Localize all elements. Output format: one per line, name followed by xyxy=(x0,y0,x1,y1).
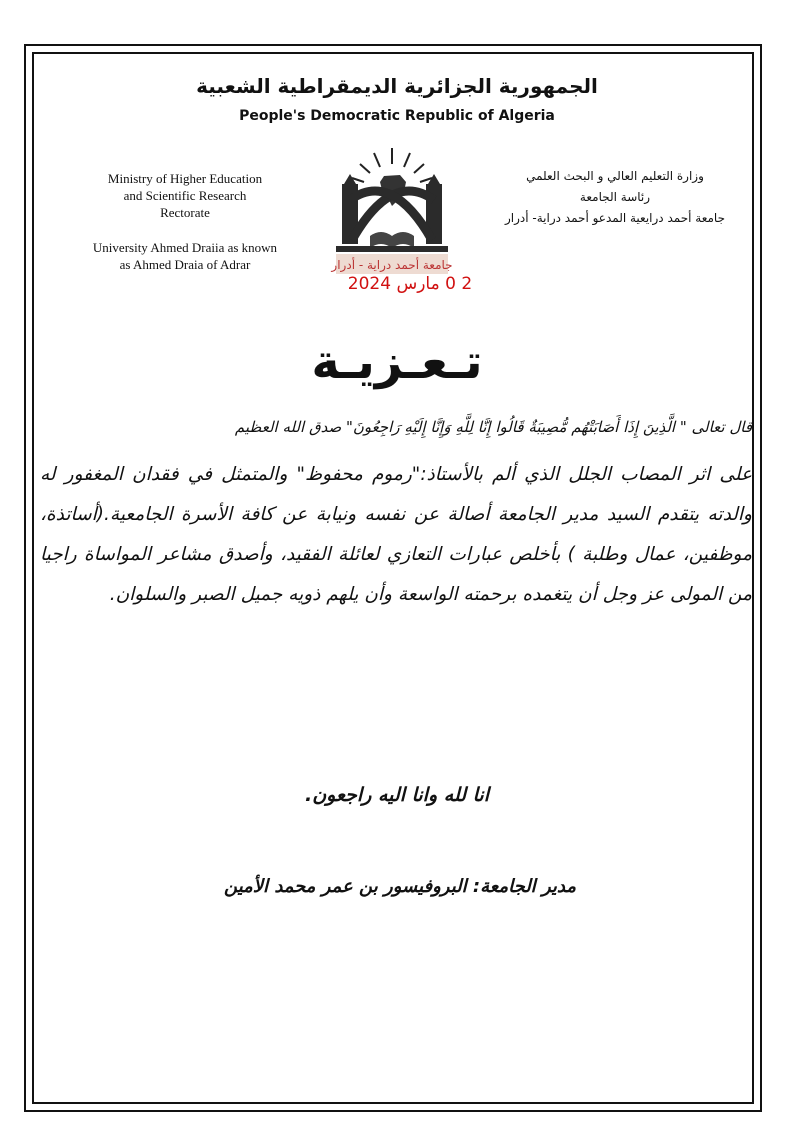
quran-verse: قال تعالى " الَّذِينَ إِذَا أَصَابَتْهُم مُّصِيبَةٌ قَالُوا إِنَّا لِلَّهِ وَإِنَّا إِلَيْهِ رَاجِعُونَ" صدق الله العظيم xyxy=(234,418,752,436)
ministry-info-english xyxy=(60,170,310,273)
university-logo-icon xyxy=(322,140,462,290)
rectorate-line-ar: رئاسة الجامعة xyxy=(579,190,651,204)
condolence-body: على اثر المصاب الجلل الذي ألم بالأستاذ:"رموم محفوظ" والمتمثل في فقدان المغفور له والدته يتقدم السيد مدير الجامعة أصالة عن نفسه ونيابة عن كافة الأسرة الجامعية.(أساتذة، موظفين، عمال وطلبة ) بأخلص عبارات التعازي لعائلة الفقيد، وأصدق مشاعر المواساة راجيا من المولى عز وجل أن يتغمده برحمته الواسعة وأن يلهم ذويه جميل الصبر والسلوان. xyxy=(40,464,752,605)
page-title: تـعـزيـة xyxy=(311,334,483,390)
ministry-info-arabic xyxy=(480,166,750,229)
ministry-line: Ministry of Higher Education xyxy=(107,171,263,186)
logo-caption: جامعة أحمد دراية - أدرار xyxy=(331,258,453,272)
rectorate-line: Rectorate xyxy=(160,205,210,220)
signature-line: مدير الجامعة: البروفيسور بن عمر محمد الأمين xyxy=(224,876,576,897)
closing-phrase: انا لله وانا اليه راجعون. xyxy=(305,784,489,806)
university-line: University Ahmed Draiia as known xyxy=(92,240,278,255)
date-stamp: 2 0 مارس 2024 xyxy=(347,274,473,294)
country-name-english: People's Democratic Republic of Algeria xyxy=(239,108,555,124)
university-line: as Ahmed Draia of Adrar xyxy=(119,257,251,272)
ministry-line-ar: وزارة التعليم العالي و البحث العلمي xyxy=(526,169,704,183)
ministry-line: and Scientific Research xyxy=(123,188,247,203)
university-line-ar: جامعة أحمد درايعية المدعو أحمد دراية- أدرار xyxy=(504,211,725,225)
country-name-arabic: الجمهورية الجزائرية الديمقراطية الشعبية xyxy=(196,74,598,98)
